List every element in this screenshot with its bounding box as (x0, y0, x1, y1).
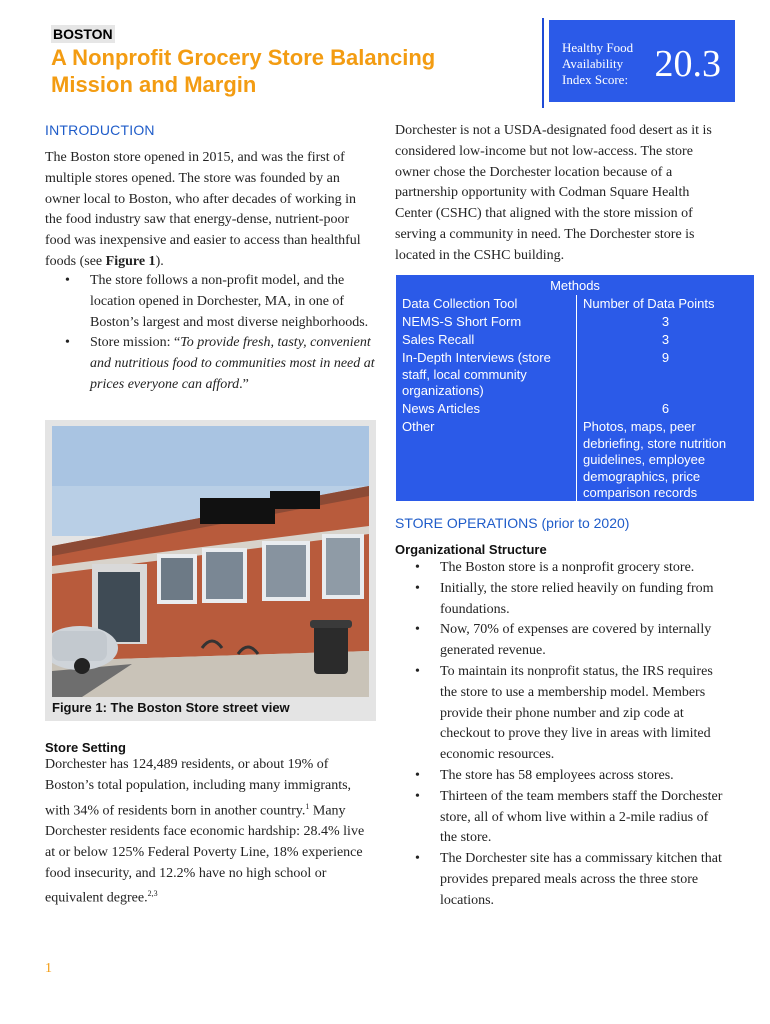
points-cell: Photos, maps, peer debriefing, store nutrition guidelines, employee demographics, price comparison records (583, 419, 727, 500)
page-number: 1 (45, 961, 52, 976)
list-item: • To maintain its nonprofit status, the IRS requires the store to use a membership model. Members provide their phone number and zip code at checkout to prove they live in areas with limited economic resources. (415, 662, 725, 766)
list-item: • Now, 70% of expenses are covered by internally generated revenue. (415, 620, 725, 662)
points-cell: 3 (661, 314, 670, 329)
location-tag: BOSTON (53, 26, 113, 42)
footnote-2-3: 2,3 (147, 889, 158, 899)
methods-col-tool: Data Collection Tool (396, 295, 577, 313)
mission-suffix: .” (239, 376, 249, 392)
methods-table (396, 275, 754, 501)
tool-cell: In-Depth Interviews (store staff, local community organizations) (396, 349, 577, 400)
figure-caption: Figure 1: The Boston Store street view (52, 700, 290, 715)
figure-reference: Figure 1 (105, 253, 156, 269)
mission-quote: To provide fresh, tasty, convenient and nutritious food to communities most in need at prices everyone can afford (90, 335, 375, 392)
list-item: • Thirteen of the team members staff the Dorchester store, all of whom live within a 2-mile radius of the store. (415, 787, 725, 849)
methods-title: Methods (550, 278, 600, 293)
points-cell: 9 (661, 350, 670, 365)
list-item (65, 271, 375, 333)
table-row (396, 349, 754, 400)
introduction-bullets (65, 271, 375, 396)
intro-text-before: The Boston store opened in 2015, and was the first of multiple stores opened. The store was founded by an owner local to Boston, who after decades of working in the food industry saw that energy-dense, nutrient-poor food was inexpensive and easier to access than healthful foods (see (45, 150, 361, 269)
tool-cell: News Articles (396, 400, 577, 418)
score-label: Healthy Food Availability Index Score: (562, 40, 634, 87)
figure-1 (45, 420, 376, 721)
page-title: A Nonprofit Grocery Store Balancing Mission and Margin (51, 45, 436, 97)
setting-text-2: Many Dorchester residents face economic hardship: 28.4% live at or below 125% Federal Poverty Line, 18% experience food insecurity, and 12.2% have no high school or equivalent degree. (45, 803, 365, 907)
dorchester-paragraph: Dorchester is not a USDA-designated food desert as it is considered low-income but not low-access. The store owner chose the Dorchester location because of a partnership opportunity with Codman Square Health Center (CSHC) that aligned with the store mission of serving a community in need. The Dorchester store is located in the CSHC building. (395, 123, 712, 263)
mission-prefix: Store mission: “ (90, 335, 181, 351)
operations-list (415, 558, 725, 912)
setting-text-1: Dorchester has 124,489 residents, or about 19% of Boston’s total population, including many immigrants, with 34% of residents born in another country. (45, 757, 352, 819)
store-operations-heading: STORE OPERATIONS (prior to 2020) (395, 515, 630, 531)
bullet-text: The store follows a non-profit model, and the location opened in Dorchester, MA, in one of Boston’s largest and most diverse neighborhoods. (90, 273, 369, 330)
tool-cell: NEMS-S Short Form (396, 313, 577, 331)
introduction-paragraph (45, 148, 375, 273)
header-divider (542, 18, 544, 108)
list-item: • The Dorchester site has a commissary kitchen that provides prepared meals across the three store locations. (415, 849, 725, 911)
tool-cell: Sales Recall (396, 331, 577, 349)
list-item (65, 333, 375, 395)
table-row (396, 400, 754, 418)
introduction-heading: INTRODUCTION (45, 122, 155, 138)
store-setting-heading: Store Setting (45, 740, 126, 755)
footnote-1: 1 (305, 801, 310, 811)
list-item: • The store has 58 employees across stores. (415, 766, 725, 787)
tool-cell: Other (396, 418, 577, 502)
points-cell: 3 (661, 332, 670, 347)
list-item: • Initially, the store relied heavily on funding from foundations. (415, 579, 725, 621)
methods-col-points: Number of Data Points (583, 296, 715, 311)
store-setting-paragraph (45, 755, 375, 910)
organizational-structure-heading: Organizational Structure (395, 542, 547, 557)
score-box (549, 20, 735, 102)
intro-text-after: ). (155, 253, 164, 269)
table-row (396, 418, 754, 502)
score-value: 20.3 (654, 43, 721, 85)
list-item: • The Boston store is a nonprofit grocery store. (415, 558, 725, 579)
points-cell: 6 (661, 401, 670, 416)
store-street-photo (52, 426, 369, 697)
table-row (396, 331, 754, 349)
table-row (396, 313, 754, 331)
